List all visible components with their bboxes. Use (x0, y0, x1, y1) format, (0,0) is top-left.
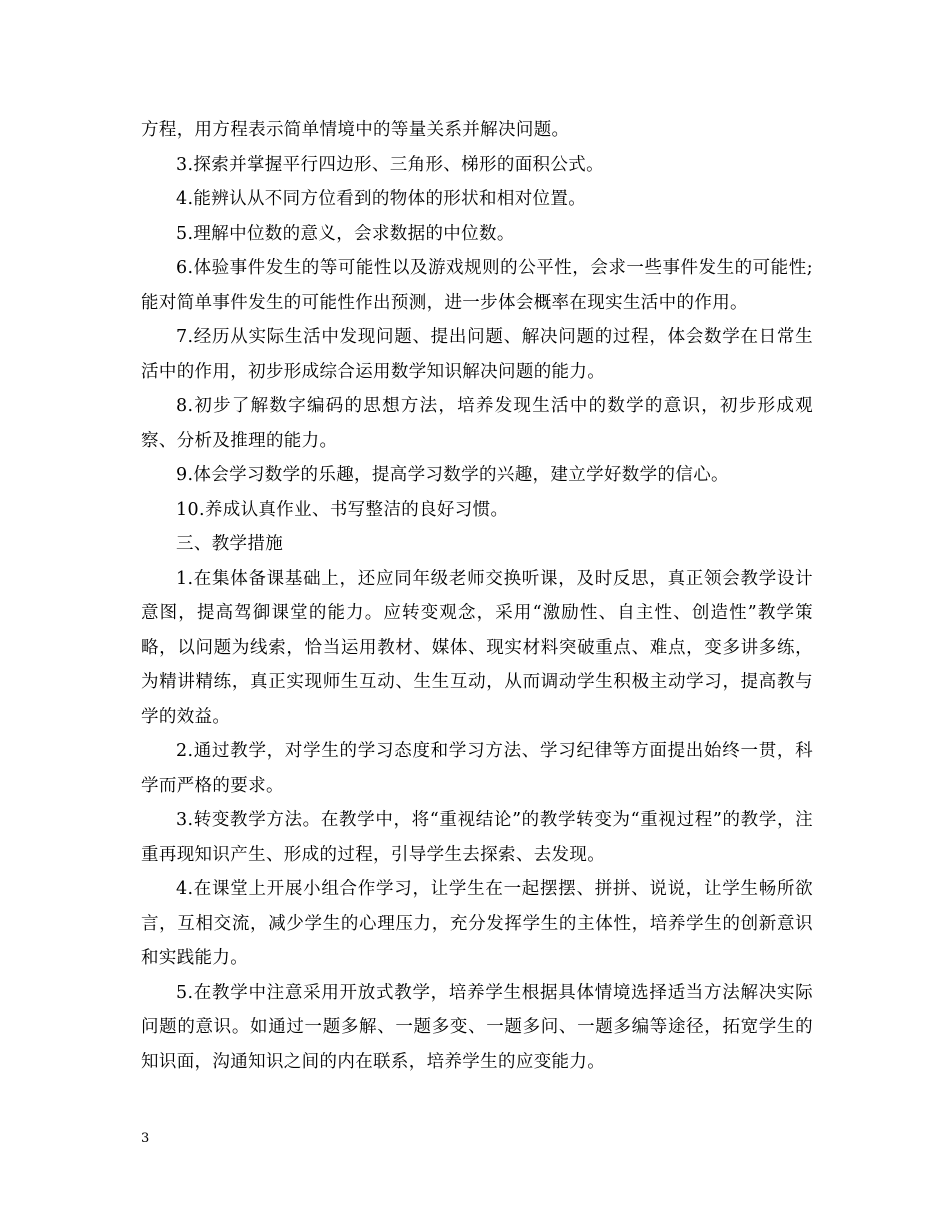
paragraph-viewing-positions: 4.能辨认从不同方位看到的物体的形状和相对位置。 (176, 189, 587, 209)
paragraph-learning-requirements: 2.通过教学，对学生的学习态度和学习方法、学习纪律等方面提出始终一贯，科学而严格的要求。 (141, 741, 813, 796)
paragraph-problem-solving: 7.经历从实际生活中发现问题、提出问题、解决问题的过程，体会数学在日常生活中的作用，初步形成综合运用数学知识解决问题的能力。 (141, 327, 813, 382)
paragraph-median: 5.理解中位数的意义，会求数据的中位数。 (176, 223, 515, 244)
section-heading-teaching-measures: 三、教学措施 (176, 534, 284, 554)
paragraph-digital-encoding: 8.初步了解数字编码的思想方法，培养发现生活中的数学的意识，初步形成观察、分析及推理的能力。 (141, 396, 813, 451)
paragraph-open-teaching: 5.在教学中注意采用开放式教学，培养学生根据具体情境选择适当方法解决实际问题的意识。如通过一题多解、一题多变、一题多问、一题多编等途径，拓宽学生的知识面，沟通知识之间的内在联系，培养学生的应变能力。 (141, 982, 813, 1072)
paragraph-probability: 6.体验事件发生的等可能性以及游戏规则的公平性，会求一些事件发生的可能性;能对简单事件发生的可能性作出预测，进一步体会概率在现实生活中的作用。 (141, 258, 813, 313)
paragraph-equation-continuation: 方程，用方程表示简单情境中的等量关系并解决问题。 (141, 120, 570, 140)
paragraph-teaching-method-change: 3.转变教学方法。在教学中，将“重视结论”的教学转变为“重视过程”的教学，注重再现知识产生、形成的过程，引导学生去探索、去发现。 (141, 810, 813, 865)
document-body (141, 113, 813, 1079)
paragraph-habits: 10.养成认真作业、书写整洁的良好习惯。 (176, 499, 509, 520)
page-number: 3 (141, 1131, 150, 1146)
paragraph-collective-lesson-prep: 1.在集体备课基础上，还应同年级老师交换听课，及时反思，真正领会教学设计意图，提高驾御课堂的能力。应转变观念，采用“激励性、自主性、创造性”教学策略，以问题为线索，恰当运用教材、媒体、现实材料突破重点、难点，变多讲多练，为精讲精练，真正实现师生互动、生生互动，从而调动学生积极主动学习，提高教与学的效益。 (141, 568, 813, 727)
paragraph-interest: 9.体会学习数学的乐趣，提高学习数学的兴趣，建立学好数学的信心。 (176, 465, 729, 485)
paragraph-area-formulas: 3.探索并掌握平行四边形、三角形、梯形的面积公式。 (176, 154, 604, 175)
paragraph-group-cooperation: 4.在课堂上开展小组合作学习，让学生在一起摆摆、拼拼、说说，让学生畅所欲言，互相交流，减少学生的心理压力，充分发挥学生的主体性，培养学生的创新意识和实践能力。 (141, 879, 813, 968)
